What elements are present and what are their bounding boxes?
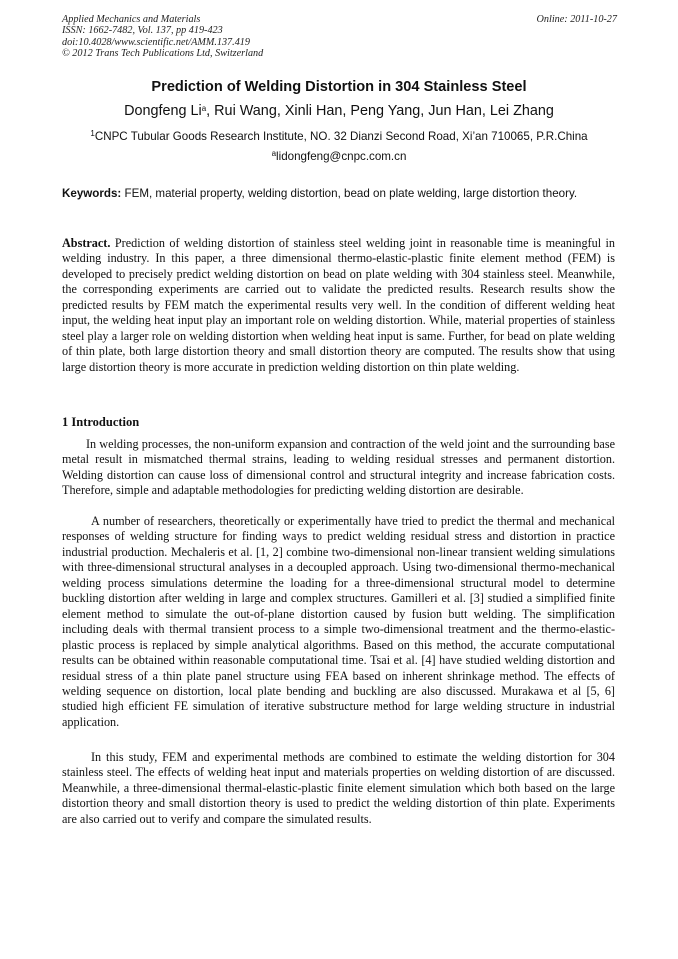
keywords-text: FEM, material property, welding distortion, bead on plate welding, large distortion theory. — [124, 187, 578, 200]
online-date: Online: 2011-10-27 — [536, 14, 617, 25]
journal-name: Applied Mechanics and Materials — [62, 14, 201, 25]
email-text: lidongfeng@cnpc.com.cn — [276, 150, 407, 163]
intro-paragraph: In welding processes, the non-uniform expansion and contraction of the weld joint and the surrounding base metal result in mismatched thermal strains, leading to welding residual stresses and permanent distortion. Welding distortion can cause loss of dimensional control and structural integrity and increase fabrication costs. Therefore, simple and adaptable methodologies for predicting welding distortion are desirable. — [62, 437, 615, 498]
paper-title: Prediction of Welding Distortion in 304 Stainless Steel — [151, 79, 527, 95]
affiliation-superscript: 1 — [90, 129, 95, 138]
intro-paragraph: In this study, FEM and experimental methods are combined to estimate the welding distortion for 304 stainless steel. The effects of welding heat input and materials properties on welding distortion of are discussed. Meanwhile, a three-dimensional thermal-elastic-plastic finite element simulation which both based on the large distortion theory and small distortion theory is used to predict the welding distortion of thin plate. Experiments are also carried out to verify and compare the simulated results. — [62, 750, 615, 826]
section-heading: 1 Introduction — [62, 415, 140, 429]
keywords — [62, 186, 615, 201]
author-list — [0, 103, 678, 119]
author-email — [0, 150, 678, 163]
issn-line: ISSN: 1662-7482, Vol. 137, pp 419-423 — [62, 25, 223, 37]
journal-header — [62, 14, 617, 59]
abstract — [62, 236, 615, 375]
other-authors: , Rui Wang, Xinli Han, Peng Yang, Jun Han, Lei Zhang — [206, 103, 554, 119]
copyright-line: © 2012 Trans Tech Publications Ltd, Switzerland — [62, 47, 264, 59]
affiliation — [0, 130, 678, 143]
email-superscript: a — [271, 149, 277, 158]
first-author-superscript: a — [201, 104, 207, 113]
keywords-label: Keywords: — [62, 187, 122, 200]
first-author: Dongfeng Li — [124, 103, 202, 119]
doi-line: doi:10.4028/www.scientific.net/AMM.137.419 — [62, 36, 250, 48]
intro-paragraph: A number of researchers, theoretically or experimentally have tried to predict the thermal and mechanical responses of welding structure for finding ways to predict welding residual stress and distortion in practice industrial production. Mechaleris et al. [1, 2] combine two-dimensional non-linear transient welding simulations with three-dimensional structural analyses in a decoupled approach. Using two-dimensional thermo-mechanical welding process simulations determine the loading for a three-dimensional structural model to determine buckling distortion after welding in large and complex structures. Gamilleri et al. [3] studied a simplified finite element method to simulate the out-of-plane distortion caused by fusion butt welding. The simplification including deals with thermal transient process to a simple two-dimensional treatment and the thermo-elastic-plastic process is replaced by simple analytical algorithms. Based on this method, the accurate computational results can be obtained within reasonable computational time. Tsai et al. [4] have studied welding distortion and residual stress of a thin plate panel structure using FEA based on inherent shrinkage method. The effects of welding sequence on distortion, local plate bending and buckling are also discussed. Murakawa et al [5, 6] studied high efficient FE simulation of iterative substructure method for large welding structure in industrial application. — [62, 514, 615, 729]
affiliation-text: CNPC Tubular Goods Research Institute, NO. 32 Dianzi Second Road, Xi’an 710065, P.R.China — [94, 130, 588, 143]
abstract-text: Prediction of welding distortion of stainless steel welding joint in reasonable time is meaningful in welding industry. In this paper, a three dimensional thermo-elastic-plastic finite element method (FEM) is developed to precisely predict welding distortion on bead on plate welding with 304 stainless steel. Meanwhile, the corresponding experiments are carried out to validate the predicted results. Research results show the predicted results by FEM match the experimental results very well. In the condition of different welding heat input, the welding heat input play an important role on welding distortion. While, material properties of stainless steel play a larger role on welding distortion when welding heat input is same. Further, for bead on plate welding of thin plate, both large distortion theory and small distortion theory are computed. The results show that using large distortion theory is more accurate in prediction welding distortion on thin plate welding. — [62, 236, 616, 374]
abstract-label: Abstract. — [62, 236, 111, 250]
